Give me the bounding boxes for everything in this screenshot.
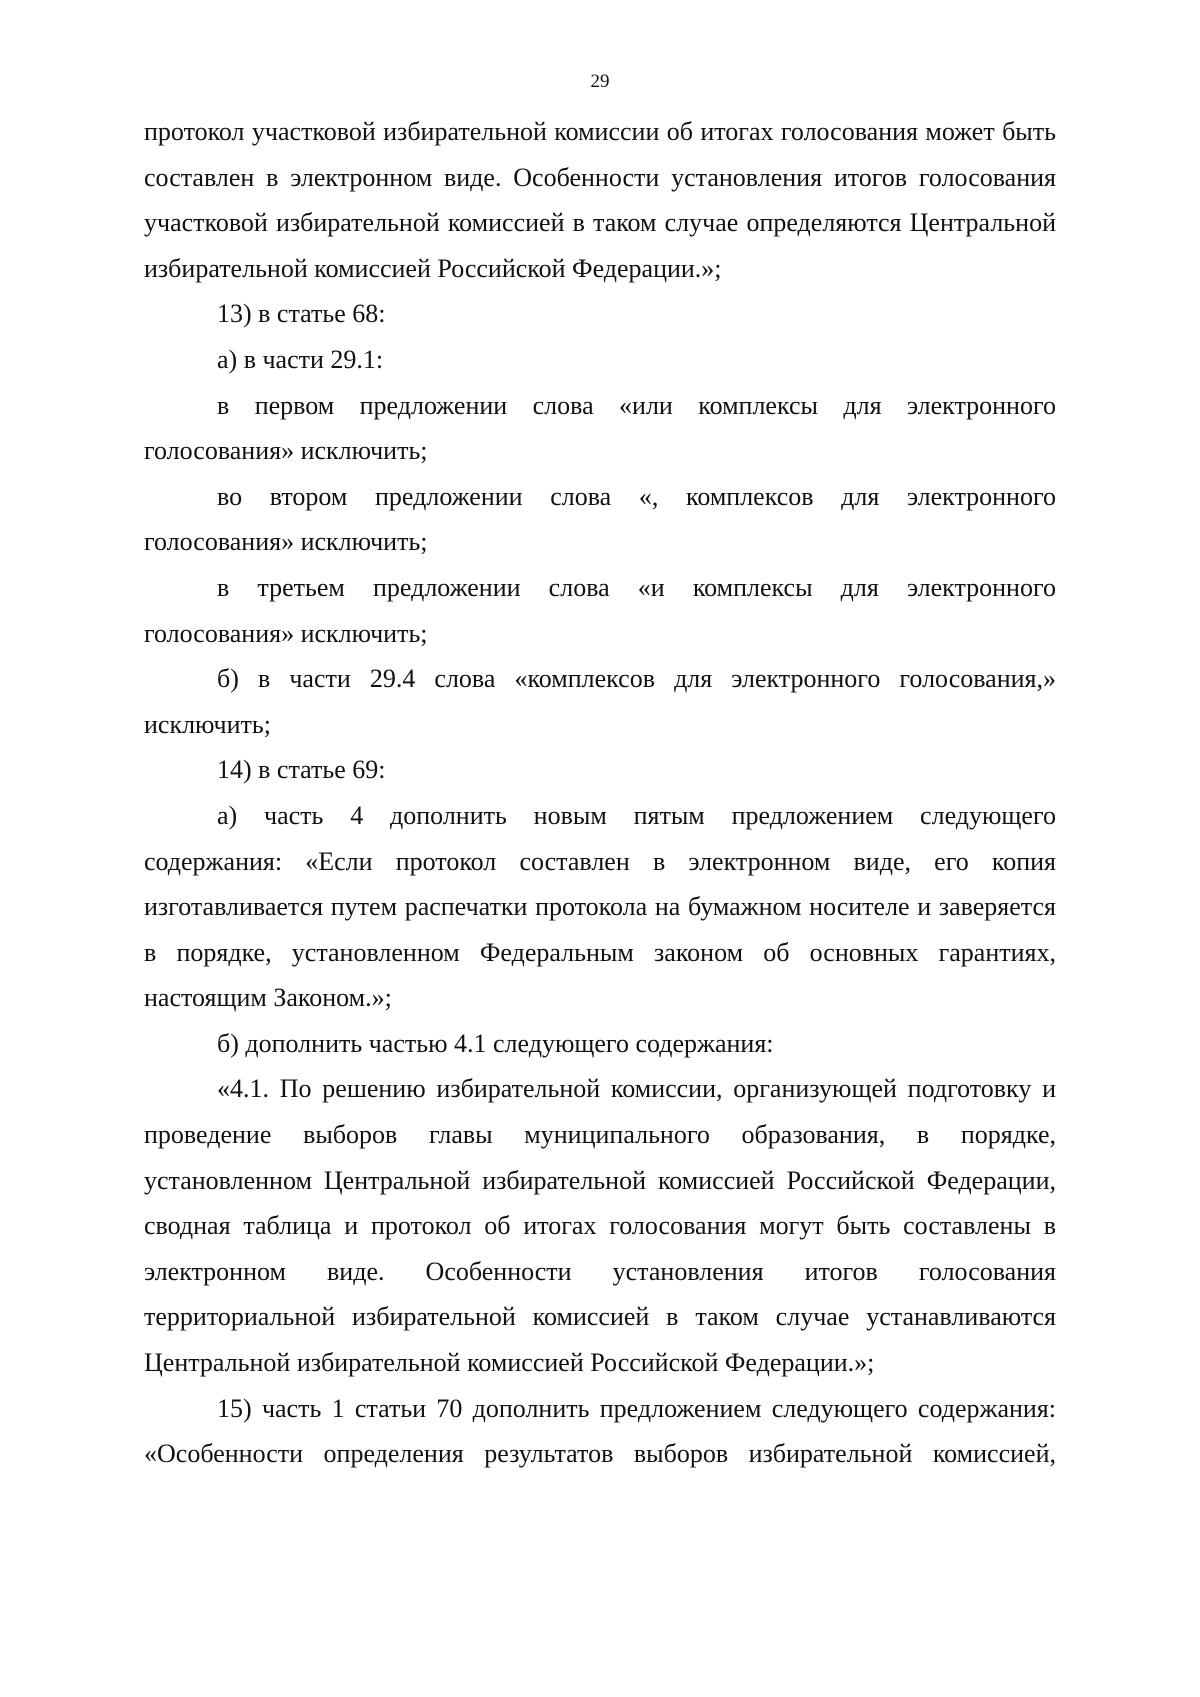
paragraph: б) дополнить частью 4.1 следующего содержания:: [217, 1028, 774, 1058]
paragraph: 14) в статье 69:: [217, 755, 386, 785]
page-number: 29: [590, 71, 610, 92]
paragraph: а) часть 4 дополнить новым пятым предложением следующего содержания: «Если протокол составлен в электронном виде, его копия изготавливается путем распечатки протокола на бумажном носителе и заверяется в порядке, установленном Федеральным законом об основных гарантиях, настоящим Законом.»;: [144, 800, 1056, 1013]
paragraph: а) в части 29.1:: [217, 344, 384, 374]
paragraph: б) в части 29.4 слова «комплексов для электронного голосования,» исключить;: [144, 664, 1056, 739]
paragraph: 13) в статье 68:: [217, 299, 386, 329]
paragraph: в третьем предложении слова «и комплексы для электронного голосования» исключить;: [144, 572, 1056, 648]
paragraph: «4.1. По решению избирательной комиссии, организующей подготовку и проведение выборов главы муниципального образования, в порядке, установленном Центральной избирательной комиссией Российской Федерации, сводная таблица и протокол об итогах голосования могут быть составлены в электронном виде. Особенности установления итогов голосования территориальной избирательной комиссией в таком случае устанавливаются Центральной избирательной комиссией Российской Федерации.»;: [144, 1074, 1056, 1378]
document-body: [144, 109, 1056, 1477]
paragraph: протокол участковой избирательной комиссии об итогах голосования может быть составлен в электронном виде. Особенности установления итогов голосования участковой избирательной комиссией в таком случае определяются Центральной избирательной комиссией Российской Федерации.»;: [144, 117, 1056, 283]
paragraph: во втором предложении слова «, комплексов для электронного голосования» исключить;: [144, 481, 1056, 557]
paragraph: в первом предложении слова «или комплексы для электронного голосования» исключить;: [144, 390, 1056, 466]
paragraph: 15) часть 1 статьи 70 дополнить предложением следующего содержания: «Особенности определения результатов выборов избирательной комиссией,: [144, 1393, 1056, 1469]
